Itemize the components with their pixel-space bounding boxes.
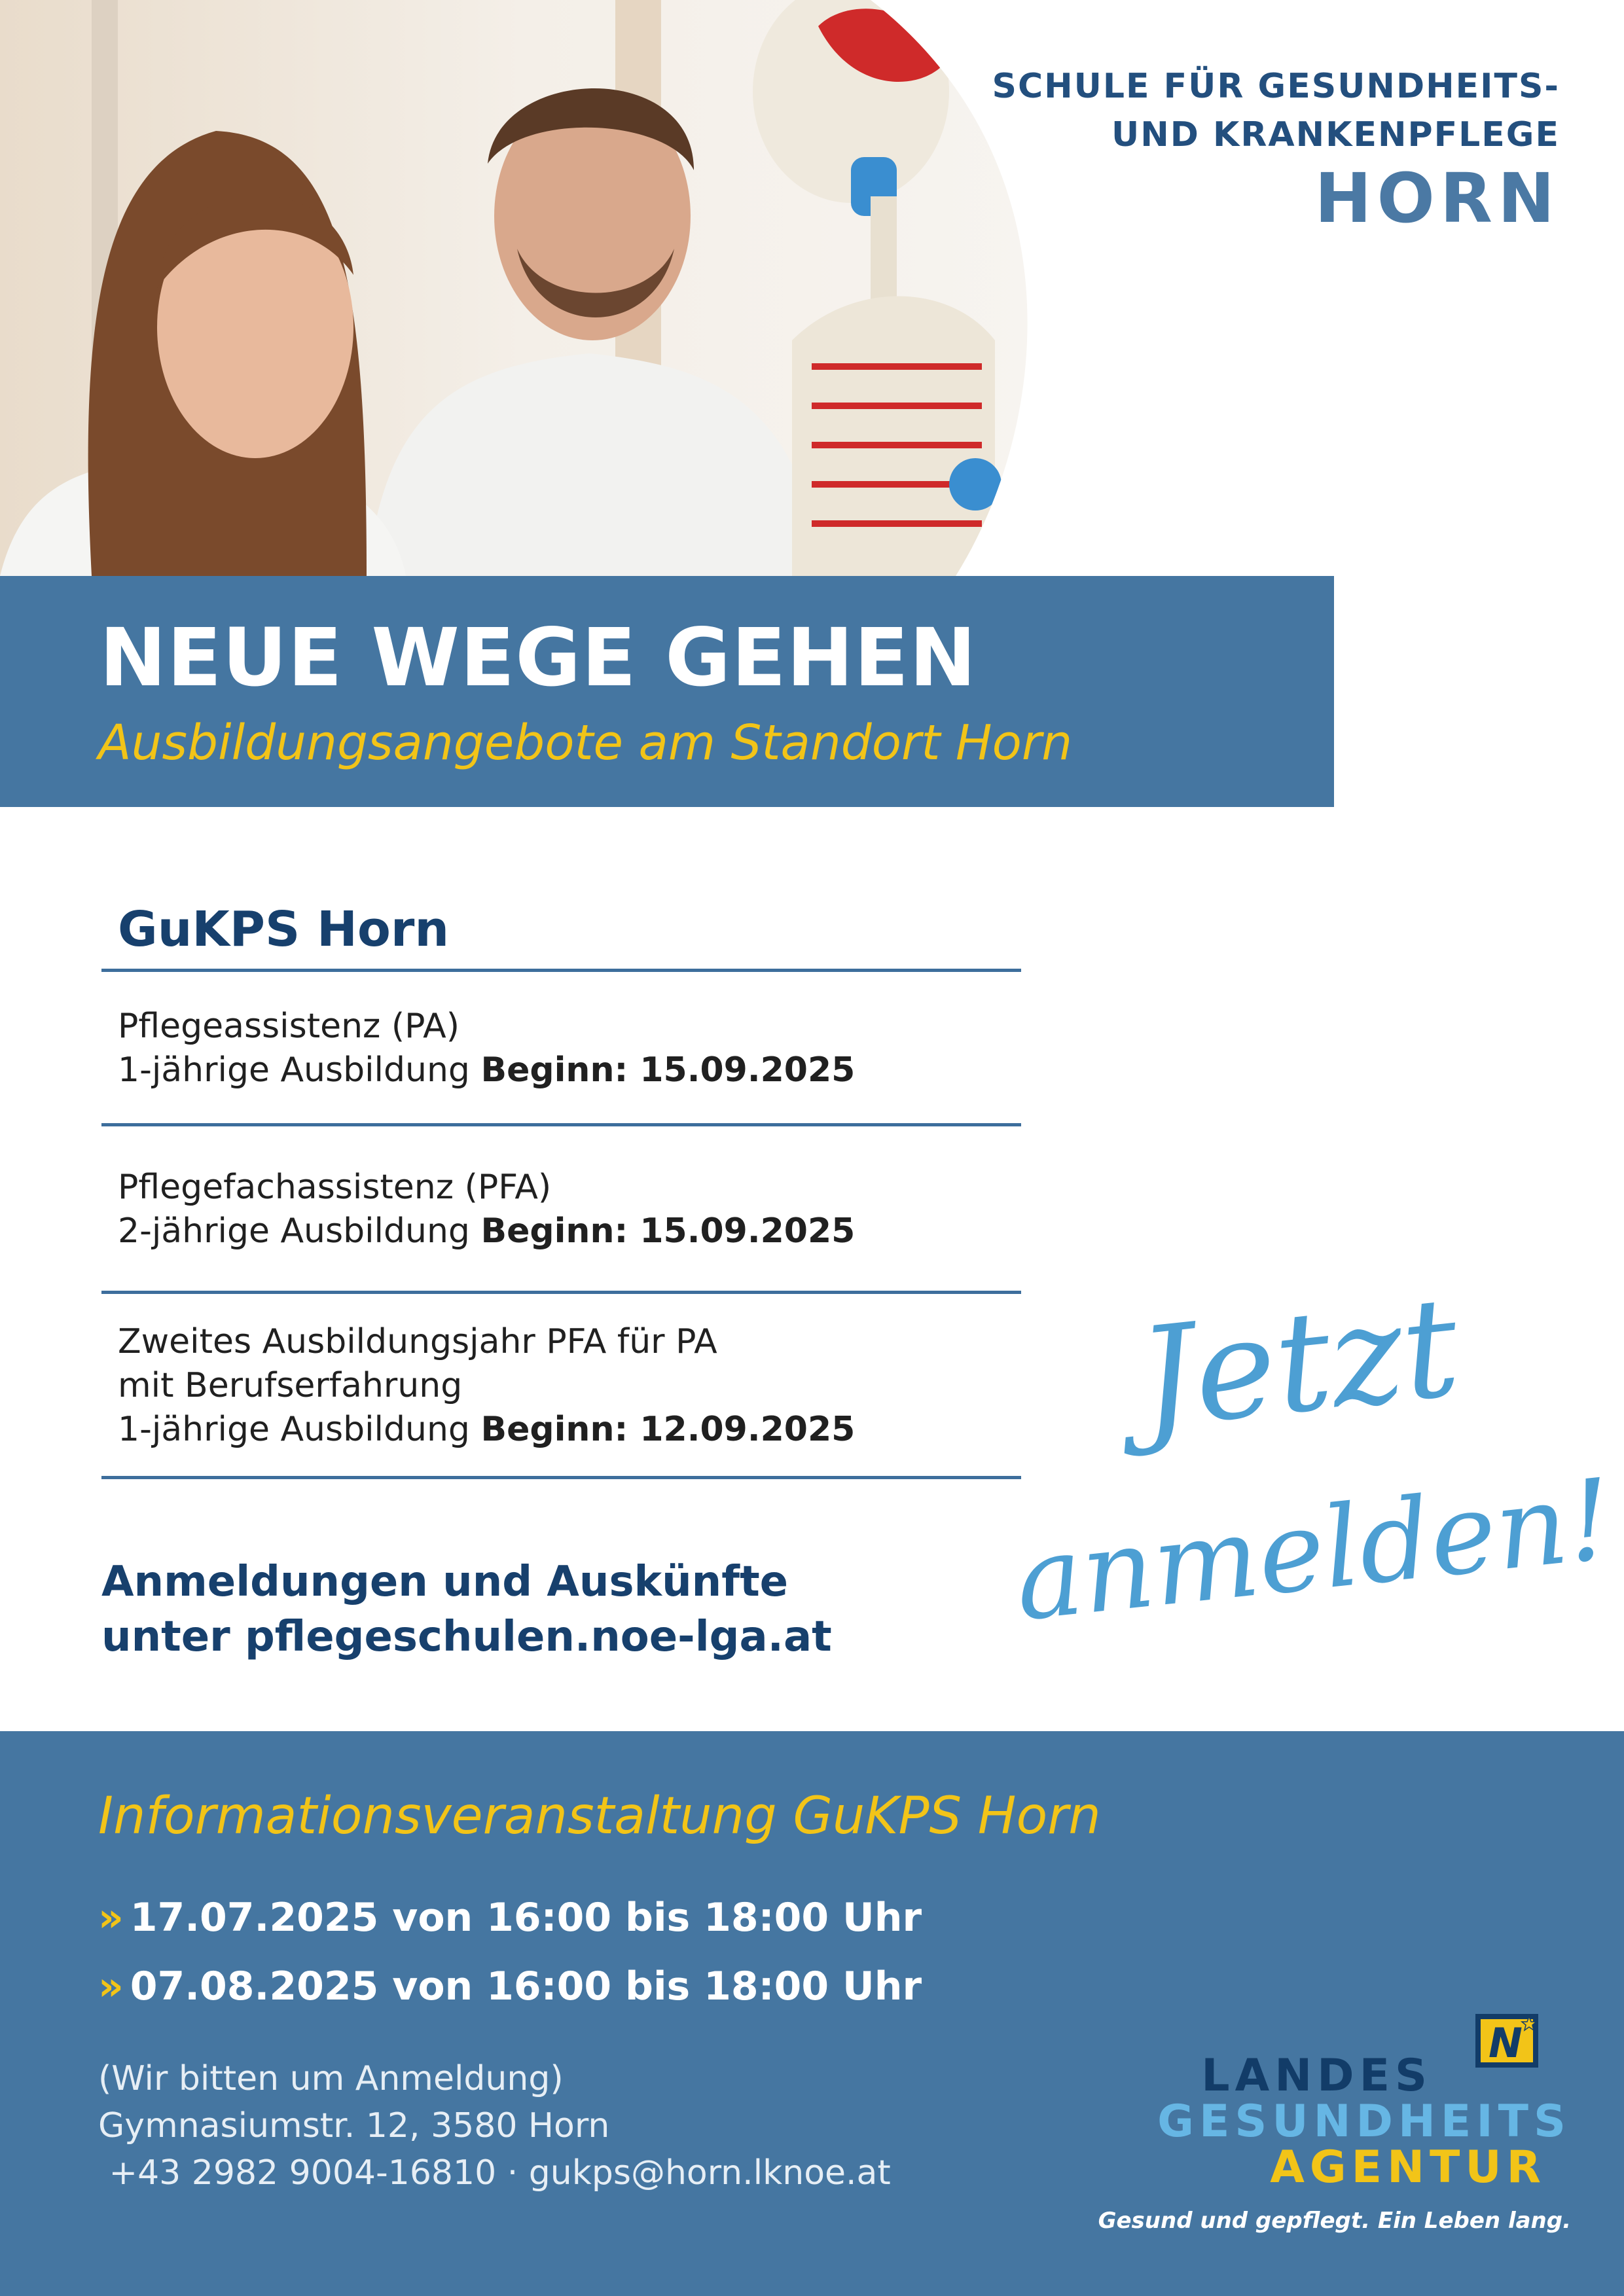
chevron-right-icon: » — [98, 1964, 124, 2009]
address: Gymnasiumstr. 12, 3580 Horn — [98, 2106, 610, 2145]
event-date — [98, 1964, 922, 2009]
program-item — [101, 972, 1021, 1126]
program-duration: 1-jährige Ausbildung — [118, 1050, 470, 1090]
school-location: HORN — [1314, 158, 1560, 238]
page-subtitle: Ausbildungsangebote am Standort Horn — [98, 715, 1073, 771]
agency-logo — [1098, 2013, 1571, 2248]
registration-line-1: Anmeldungen und Auskünfte — [101, 1558, 789, 1606]
event-date-text: 17.07.2025 von 16:00 bis 18:00 Uhr — [130, 1895, 922, 1941]
contact-details — [98, 2055, 891, 2197]
chevron-right-icon: » — [98, 1895, 124, 1941]
program-duration: 1-jährige Ausbildung — [118, 1410, 470, 1449]
phone-email[interactable]: +43 2982 9004-16810 · gukps@horn.lknoe.at — [98, 2153, 891, 2193]
badge-letter: N — [1489, 2019, 1523, 2067]
cta-word-1: Jetzt — [1131, 1266, 1466, 1460]
program-start: Beginn: 15.09.2025 — [480, 1211, 856, 1251]
program-item — [101, 1126, 1021, 1294]
program-name: Zweites Ausbildungsjahr PFA für PA — [118, 1322, 717, 1361]
program-name-continued: mit Berufserfahrung — [118, 1366, 463, 1405]
event-date-text: 07.08.2025 von 16:00 bis 18:00 Uhr — [130, 1964, 922, 2009]
logo-slogan: Gesund und gepflegt. Ein Leben lang. — [1098, 2208, 1571, 2234]
program-start: Beginn: 15.09.2025 — [480, 1050, 856, 1090]
school-name-line-2: UND KRANKENPFLEGE — [1111, 115, 1560, 154]
info-heading: Informationsveranstaltung GuKPS Horn — [98, 1787, 1101, 1846]
logo-word-1: LANDES — [1201, 2050, 1432, 2102]
hero-photo — [0, 0, 1047, 576]
noe-badge-icon — [1474, 2013, 1540, 2069]
logo-word-3: AGENTUR — [1270, 2142, 1546, 2193]
title-banner — [0, 576, 1334, 807]
registration-info — [101, 1554, 832, 1664]
event-date — [98, 1895, 922, 1941]
registration-note: (Wir bitten um Anmeldung) — [98, 2059, 564, 2098]
school-name-block — [905, 62, 1560, 238]
cta-word-2: anmelden! — [1009, 1454, 1619, 1647]
program-item — [101, 1294, 1021, 1479]
program-list-heading: GuKPS Horn — [101, 897, 1021, 972]
page-title: NEUE WEGE GEHEN — [99, 611, 977, 704]
program-list — [101, 897, 1021, 1479]
program-name: Pflegefachassistenz (PFA) — [118, 1168, 552, 1207]
program-duration: 2-jährige Ausbildung — [118, 1211, 470, 1251]
registration-link[interactable]: unter pflegeschulen.noe-lga.at — [101, 1613, 832, 1661]
program-name: Pflegeassistenz (PA) — [118, 1007, 460, 1046]
program-start: Beginn: 12.09.2025 — [480, 1410, 856, 1449]
school-name-line-1: SCHULE FÜR GESUNDHEITS- — [992, 67, 1560, 106]
call-to-action — [1009, 1266, 1619, 1662]
logo-word-2: GESUNDHEITS — [1157, 2096, 1571, 2147]
